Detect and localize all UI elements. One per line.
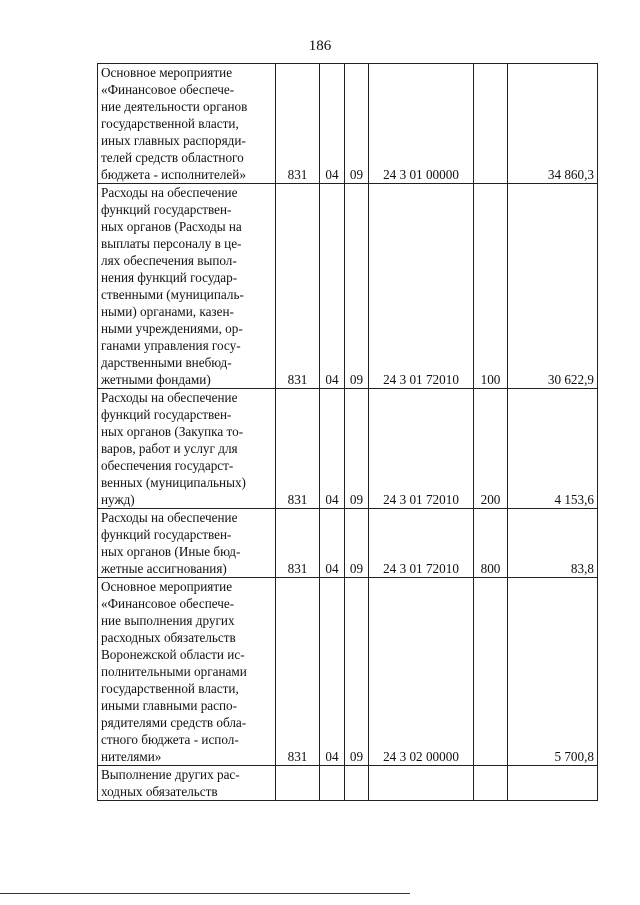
ministry-code-cell: 831 bbox=[276, 184, 320, 389]
section-code-cell: 04 bbox=[320, 578, 345, 766]
section-code-cell: 04 bbox=[320, 389, 345, 509]
expense-name-cell bbox=[98, 578, 276, 766]
footer-rule bbox=[0, 893, 410, 894]
section-code-cell: 04 bbox=[320, 509, 345, 578]
expense-name-line: ходных обязательств bbox=[101, 784, 218, 799]
page-number: 186 bbox=[308, 38, 332, 54]
expense-name-line: нужд) bbox=[101, 492, 135, 507]
subsection-code-cell: 09 bbox=[345, 509, 369, 578]
ministry-code-cell: 831 bbox=[276, 509, 320, 578]
expense-name-line: полнительными органами bbox=[101, 664, 247, 679]
expense-name-line: венных (муниципальных) bbox=[101, 475, 246, 490]
subsection-code-cell: 09 bbox=[345, 389, 369, 509]
expense-name-line: Воронежской области ис- bbox=[101, 647, 245, 662]
expense-name-cell bbox=[98, 389, 276, 509]
expense-name-line: бюджета - исполнителей» bbox=[101, 167, 246, 182]
expense-name-line: государственной власти, bbox=[101, 681, 239, 696]
expense-name-line: «Финансовое обеспече- bbox=[101, 596, 235, 611]
section-code-cell bbox=[320, 766, 345, 801]
amount-cell: 83,8 bbox=[508, 509, 598, 578]
expense-name-line: Расходы на обеспечение bbox=[101, 390, 238, 405]
expense-name-line: государственной власти, bbox=[101, 116, 239, 131]
expense-name-line: Основное мероприятие bbox=[101, 65, 233, 80]
expense-name-line: выплаты персоналу в це- bbox=[101, 236, 242, 251]
expense-name-line: ние выполнения других bbox=[101, 613, 235, 628]
expense-name-line: Расходы на обеспечение bbox=[101, 510, 238, 525]
expense-type-cell bbox=[474, 578, 508, 766]
expense-name-cell bbox=[98, 64, 276, 184]
expense-name-cell bbox=[98, 766, 276, 801]
amount-cell: 4 153,6 bbox=[508, 389, 598, 509]
amount-cell bbox=[508, 766, 598, 801]
expense-name-line: дарственными внебюд- bbox=[101, 355, 232, 370]
budget-table bbox=[97, 63, 598, 801]
target-article-cell: 24 3 01 72010 bbox=[369, 509, 474, 578]
expense-name-line: ганами управления госу- bbox=[101, 338, 241, 353]
target-article-cell: 24 3 01 72010 bbox=[369, 184, 474, 389]
subsection-code-cell: 09 bbox=[345, 184, 369, 389]
expense-name-line: ных органов (Закупка то- bbox=[101, 424, 244, 439]
expense-name-line: ными учреждениями, ор- bbox=[101, 321, 243, 336]
expense-name-line: варов, работ и услуг для bbox=[101, 441, 238, 456]
table-row bbox=[98, 184, 598, 389]
table-row bbox=[98, 578, 598, 766]
subsection-code-cell: 09 bbox=[345, 578, 369, 766]
expense-name-line: лях обеспечения выпол- bbox=[101, 253, 237, 268]
subsection-code-cell: 09 bbox=[345, 64, 369, 184]
table-row bbox=[98, 389, 598, 509]
ministry-code-cell: 831 bbox=[276, 578, 320, 766]
table-row bbox=[98, 766, 598, 801]
expense-name-line: нения функций государ- bbox=[101, 270, 238, 285]
target-article-cell: 24 3 02 00000 bbox=[369, 578, 474, 766]
expense-name-line: иными главными распо- bbox=[101, 698, 238, 713]
expense-name-line: Основное мероприятие bbox=[101, 579, 233, 594]
expense-name-line: рядителями средств обла- bbox=[101, 715, 247, 730]
expense-name-line: «Финансовое обеспече- bbox=[101, 82, 235, 97]
ministry-code-cell: 831 bbox=[276, 64, 320, 184]
expense-name-line: Выполнение других рас- bbox=[101, 767, 240, 782]
amount-cell: 30 622,9 bbox=[508, 184, 598, 389]
subsection-code-cell bbox=[345, 766, 369, 801]
amount-cell: 34 860,3 bbox=[508, 64, 598, 184]
expense-type-cell: 800 bbox=[474, 509, 508, 578]
expense-name-line: функций государствен- bbox=[101, 527, 232, 542]
expense-name-line: функций государствен- bbox=[101, 407, 232, 422]
section-code-cell: 04 bbox=[320, 184, 345, 389]
target-article-cell bbox=[369, 766, 474, 801]
expense-name-line: нителями» bbox=[101, 749, 162, 764]
expense-name-line: ных органов (Расходы на bbox=[101, 219, 242, 234]
expense-type-cell: 100 bbox=[474, 184, 508, 389]
expense-name-line: ными) органами, казен- bbox=[101, 304, 234, 319]
section-code-cell: 04 bbox=[320, 64, 345, 184]
ministry-code-cell bbox=[276, 766, 320, 801]
expense-name-line: Расходы на обеспечение bbox=[101, 185, 238, 200]
expense-name-line: ных органов (Иные бюд- bbox=[101, 544, 241, 559]
expense-name-line: ственными (муниципаль- bbox=[101, 287, 244, 302]
expense-name-cell bbox=[98, 184, 276, 389]
expense-name-line: расходных обязательств bbox=[101, 630, 236, 645]
expense-name-line: жетными фондами) bbox=[101, 372, 211, 387]
expense-name-cell bbox=[98, 509, 276, 578]
expense-name-line: стного бюджета - испол- bbox=[101, 732, 239, 747]
expense-name-line: иных главных распоряди- bbox=[101, 133, 246, 148]
expense-type-cell bbox=[474, 64, 508, 184]
expense-name-line: функций государствен- bbox=[101, 202, 232, 217]
ministry-code-cell: 831 bbox=[276, 389, 320, 509]
table-row bbox=[98, 64, 598, 184]
table-row bbox=[98, 509, 598, 578]
target-article-cell: 24 3 01 00000 bbox=[369, 64, 474, 184]
expense-name-line: жетные ассигнования) bbox=[101, 561, 227, 576]
target-article-cell: 24 3 01 72010 bbox=[369, 389, 474, 509]
expense-type-cell: 200 bbox=[474, 389, 508, 509]
expense-name-line: обеспечения государст- bbox=[101, 458, 234, 473]
expense-name-line: телей средств областного bbox=[101, 150, 244, 165]
amount-cell: 5 700,8 bbox=[508, 578, 598, 766]
expense-type-cell bbox=[474, 766, 508, 801]
expense-name-line: ние деятельности органов bbox=[101, 99, 248, 114]
